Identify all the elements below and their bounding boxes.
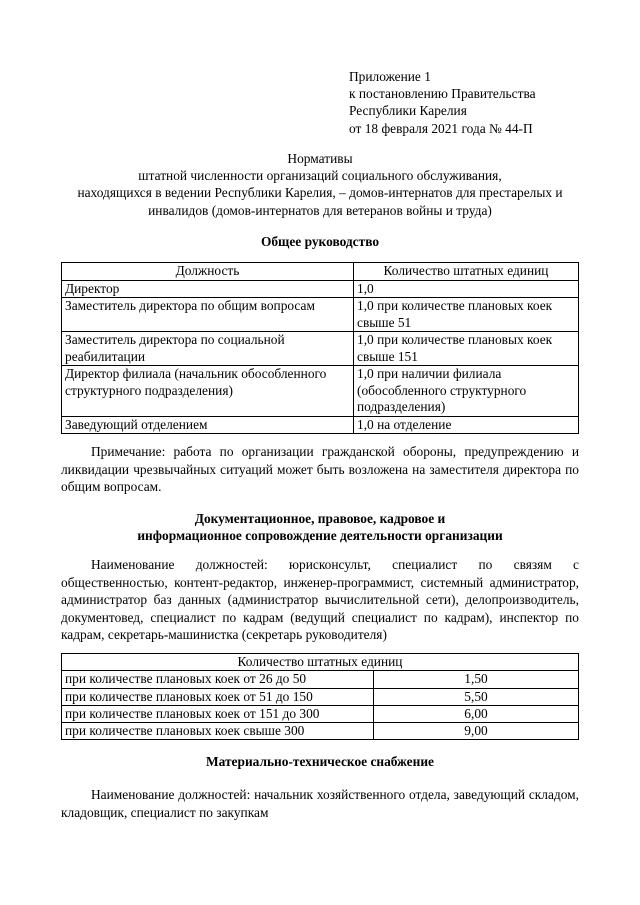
table-cell: Заведующий отделением — [62, 416, 354, 434]
section-heading-documentation — [50, 510, 590, 544]
table-row — [62, 366, 579, 417]
table-cell: 1,0 на отделение — [354, 416, 579, 434]
title-line: штатной численности организаций социального обслуживания, — [138, 168, 502, 184]
table-cell: 5,50 — [374, 688, 579, 705]
table-row — [62, 688, 579, 705]
table-cell: 1,50 — [374, 671, 579, 688]
table-row — [62, 298, 579, 332]
table-cell: Заместитель директора по социальной реабилитации — [62, 332, 354, 366]
note-text: Примечание: работа по организации гражданской обороны, предупреждению и ликвидации чрезвычайных ситуаций может быть возложена на заместителя директора по общим вопросам. — [61, 444, 579, 495]
heading-line: Документационное, правовое, кадровое и — [194, 511, 446, 526]
table-row — [62, 332, 579, 366]
table-cell: при количестве плановых коек от 151 до 300 — [62, 705, 374, 722]
title-line: находящихся в ведении Республики Карелия, – домов-интернатов для престарелых и — [77, 185, 563, 201]
note-paragraph — [61, 443, 579, 496]
table-cell: 1,0 — [354, 280, 579, 298]
table-header-cell: Должность — [62, 263, 354, 281]
table-cell: 6,00 — [374, 705, 579, 722]
staff-units-table — [61, 653, 579, 740]
appendix-block — [349, 68, 536, 137]
appendix-line: к постановлению Правительства — [349, 86, 536, 102]
table-cell: Директор — [62, 280, 354, 298]
table-row — [62, 705, 579, 722]
table-row — [62, 416, 579, 434]
appendix-line: Приложение 1 — [349, 69, 431, 84]
section-heading-material-supply: Материально-техническое снабжение — [205, 754, 435, 769]
table-row — [62, 723, 579, 740]
general-management-table — [61, 262, 579, 434]
table-header-cell: Количество штатных единиц — [354, 263, 579, 281]
table-cell: Директор филиала (начальник обособленного структурного подразделения) — [62, 366, 354, 417]
table-cell: 1,0 при наличии филиала (обособленного структурного подразделения) — [354, 366, 579, 417]
table-cell: 9,00 — [374, 723, 579, 740]
positions-text: Наименование должностей: юрисконсульт, специалист по связям с общественностью, контент-редактор, инженер-программист, системный администратор, администратор баз данных (администратор вычислительной сети), делопроизводитель, документовед, специалист по кадрам (ведущий специалист по кадрам), инспектор по кадрам, секретарь-машинистка (секретарь руководителя) — [61, 557, 579, 643]
table-header-row — [62, 654, 579, 671]
documentation-positions-paragraph — [61, 556, 579, 644]
appendix-line: Республики Карелия — [349, 103, 467, 119]
positions-text: Наименование должностей: начальник хозяйственного отдела, заведующий складом, кладовщик, специалист по закупкам — [61, 787, 579, 820]
table-cell: при количестве плановых коек свыше 300 — [62, 723, 374, 740]
material-supply-paragraph — [61, 786, 579, 821]
table-row — [62, 671, 579, 688]
table-cell: Заместитель директора по общим вопросам — [62, 298, 354, 332]
title-line: Нормативы — [287, 151, 353, 166]
table-cell: 1,0 при количестве плановых коек свыше 151 — [354, 332, 579, 366]
table-row — [62, 280, 579, 298]
table-cell: при количестве плановых коек от 51 до 150 — [62, 688, 374, 705]
table-header-row — [62, 263, 579, 281]
table-cell: 1,0 при количестве плановых коек свыше 51 — [354, 298, 579, 332]
table-cell: при количестве плановых коек от 26 до 50 — [62, 671, 374, 688]
section-heading-general-management: Общее руководство — [260, 234, 380, 249]
title-line: инвалидов (домов-интернатов для ветеранов войны и труда) — [148, 202, 492, 218]
appendix-line: от 18 февраля 2021 года № 44-П — [349, 120, 533, 136]
table-header-cell: Количество штатных единиц — [62, 654, 579, 671]
document-title — [50, 150, 590, 219]
heading-line: информационное сопровождение деятельности организации — [137, 528, 503, 544]
